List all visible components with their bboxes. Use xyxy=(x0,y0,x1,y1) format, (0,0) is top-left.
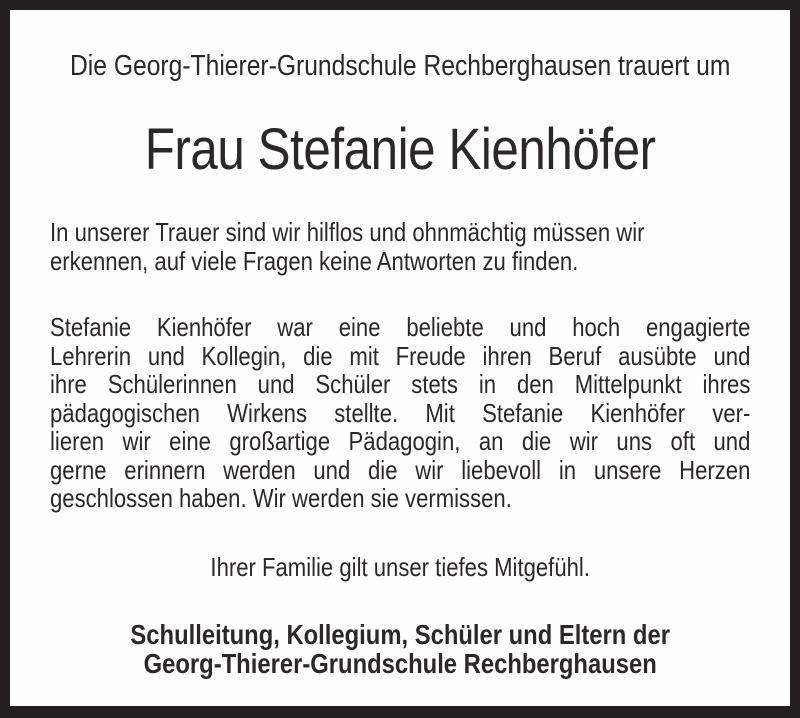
opening-line: Die Georg-Thierer-Grundschule Rechberghausen trauert um xyxy=(70,50,731,82)
notice-content xyxy=(50,10,750,678)
tribute-paragraph xyxy=(50,313,750,513)
tribute-paragraph-line: gerne erinnern werden und die wir liebevoll in unsere Herzen xyxy=(50,454,751,485)
deceased-name: Frau Stefanie Kienhöfer xyxy=(144,117,656,182)
signature-line: Schulleitung, Kollegium, Schüler und Eltern der xyxy=(130,619,670,650)
condolence-line: Ihrer Familie gilt unser tiefes Mitgefühl. xyxy=(210,551,590,582)
signature-block xyxy=(50,620,750,678)
tribute-paragraph-line: ihre Schülerinnen und Schüler stets in den Mittelpunkt ihres xyxy=(50,369,751,399)
tribute-paragraph-line: pädagogischen Wirkens stellte. Mit Stefanie Kienhöfer ver- xyxy=(50,397,751,428)
tribute-paragraph-line: Lehrerin und Kollegin, die mit Freude ihren Beruf ausübte und xyxy=(50,340,751,371)
mourning-paragraph-line: In unserer Trauer sind wir hilflos und ohnmächtig müssen wir xyxy=(50,217,645,247)
tribute-paragraph-line: lieren wir eine großartige Pädagogin, an die wir uns oft und xyxy=(50,426,751,456)
mourning-paragraph xyxy=(50,218,750,275)
signature-line: Georg-Thierer-Grundschule Rechberghausen xyxy=(143,648,657,679)
tribute-paragraph-line: geschlossen haben. Wir werden sie vermissen. xyxy=(50,483,512,513)
mourning-paragraph-line: erkennen, auf viele Fragen keine Antworten zu finden. xyxy=(50,245,579,276)
notice-card xyxy=(10,10,790,706)
tribute-paragraph-line: Stefanie Kienhöfer war eine beliebte und hoch engagierte xyxy=(50,312,751,342)
